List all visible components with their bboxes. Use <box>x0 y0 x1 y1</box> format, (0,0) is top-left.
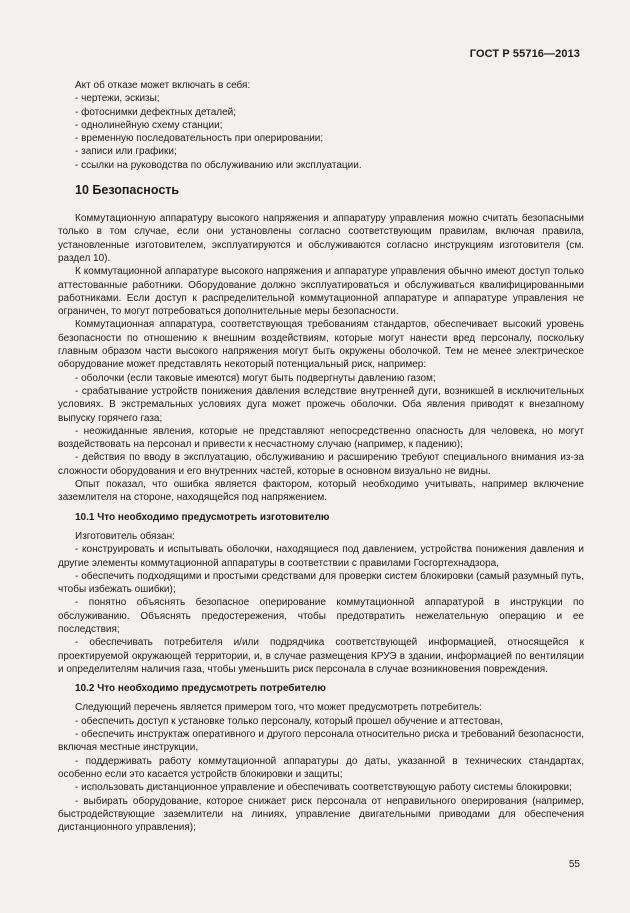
paragraph: - обеспечивать потребителя и/или подрядчика соответствующей информацией, относящейся к проектируемой окружающей территории, и, в случае размещения КРУЭ в здании, информацией по вентиляции и определителям наличия газа, чтобы уменьшить риск персонала в случае возникновения повреждения. <box>58 637 584 675</box>
paragraph: - обеспечить инструктаж оперативного и другого персонала относительно риска и требований безопасности, включая местные инструкции, <box>58 729 584 754</box>
list-item: - ссылки на руководства по обслуживанию или эксплуатации. <box>75 159 362 171</box>
paragraph: Изготовитель обязан: <box>75 530 175 542</box>
paragraph: Опыт показал, что ошибка является фактором, который необходимо учитывать, например включение заземлителя на стороне, находящейся под напряжением. <box>58 479 584 504</box>
section-10-title: 10 Безопасность <box>75 183 180 198</box>
list-item: - чертежи, эскизы; <box>75 93 160 105</box>
paragraph: Следующий перечень является примером того, что может предусмотреть потребитель: <box>75 702 482 714</box>
page-number: 55 <box>568 859 580 870</box>
paragraph: - понятно объяснять безопасное оперирование коммутационной аппаратурой в инструкции по обслуживанию. Объяснять предостережения, чтобы предотвратить нежелательную операцию и ее последствия; <box>58 597 584 635</box>
paragraph: - срабатывание устройств понижения давления вследствие внутренней дуги, возникшей в исключительных условиях. В экстремальных условиях дуга может прожечь оболочки. Оба явления приводят к внезапному выпуску горячего газа; <box>58 385 584 424</box>
paragraph: Коммутационная аппаратура, соответствующая требованиям стандартов, обеспечивает высокий уровень безопасности по отношению к внешним воздействиям, которые могут нанести вред персоналу, поскольку главным образом части высокого напряжения могут быть окружены оболочкой. Тем не менее электрическое оборудование может представлять некоторый потенциальный риск, например: <box>58 319 584 371</box>
section-10-1-body <box>58 530 584 676</box>
paragraph: - поддерживать работу коммутационной аппаратуры до даты, указанной в технических стандартах, особенно если это касается устройств блокировки и защиты; <box>58 755 584 780</box>
list-item: - однолинейную схему станции; <box>75 119 223 131</box>
paragraph: - конструировать и испытывать оболочки, находящиеся под давлением, устройства понижения давления и другие элементы коммутационной аппаратуры в соответствии с правилами Госгортехнадзора, <box>58 544 584 569</box>
paragraph: - обеспечить доступ к установке только персоналу, который прошел обучение и аттестован, <box>75 715 503 727</box>
list-item: - фотоснимки дефектных деталей; <box>75 106 237 118</box>
paragraph: - обеспечить подходящими и простыми средствами для проверки систем блокировки (самый разумный путь, чтобы избежать ошибки); <box>58 570 584 596</box>
paragraph: Коммутационную аппаратуру высокого напряжения и аппаратуру управления можно считать безопасными только в том случае, если они установлены согласно соответствующим правилам, включая правила, установленные изготовителем, эксплуатируются и обслуживаются согласно инструкциям изготовителя (см. раздел 10). <box>58 213 584 264</box>
paragraph: - выбирать оборудование, которое снижает риск персонала от неправильного оперирования (например, быстродействующие заземлители на линиях, управление двигательными приводами для обеспечения дистанционного управления); <box>58 795 584 834</box>
intro-lead: Акт об отказе может включать в себя: <box>75 80 251 91</box>
section-10-1-title: 10.1 Что необходимо предусмотреть изготовителю <box>75 511 330 523</box>
paragraph: - использовать дистанционное управление и обеспечивать соответствующую работу системы блокировки; <box>75 782 572 794</box>
list-item: - записи или графики; <box>75 146 177 158</box>
intro-list <box>58 92 584 172</box>
list-item: - временную последовательность при оперировании; <box>75 133 324 145</box>
paragraph: К коммутационной аппаратуре высокого напряжения и аппаратуре управления обычно имеют доступ только аттестованные работники. Оборудование должно эксплуатироваться и обслуживаться квалифицированными работниками. Если доступ к распределительной коммутационной аппаратуре и аппаратуре управления не ограничен, то могут потребоваться дополнительные меры безопасности. <box>58 266 584 318</box>
section-10-2-body <box>58 701 584 834</box>
standard-header: ГОСТ Р 55716—2013 <box>469 48 580 60</box>
paragraph: - неожиданные явления, которые не представляют непосредственно опасность для человека, но могут воздействовать на персонал и привести к несчастному случаю (например, к падению); <box>58 425 584 451</box>
section-10-body <box>58 212 584 505</box>
paragraph: - оболочки (если таковые имеются) могут быть подвергнуты давлению газом; <box>75 372 436 384</box>
page-content <box>58 79 584 834</box>
section-10-2-title: 10.2 Что необходимо предусмотреть потребителю <box>75 683 326 695</box>
paragraph: - действия по вводу в эксплуатацию, обслуживанию и расширению требуют специального внимания из-за сложности оборудования и его внутренних частей, которые в основном визуально не видны. <box>58 452 584 477</box>
